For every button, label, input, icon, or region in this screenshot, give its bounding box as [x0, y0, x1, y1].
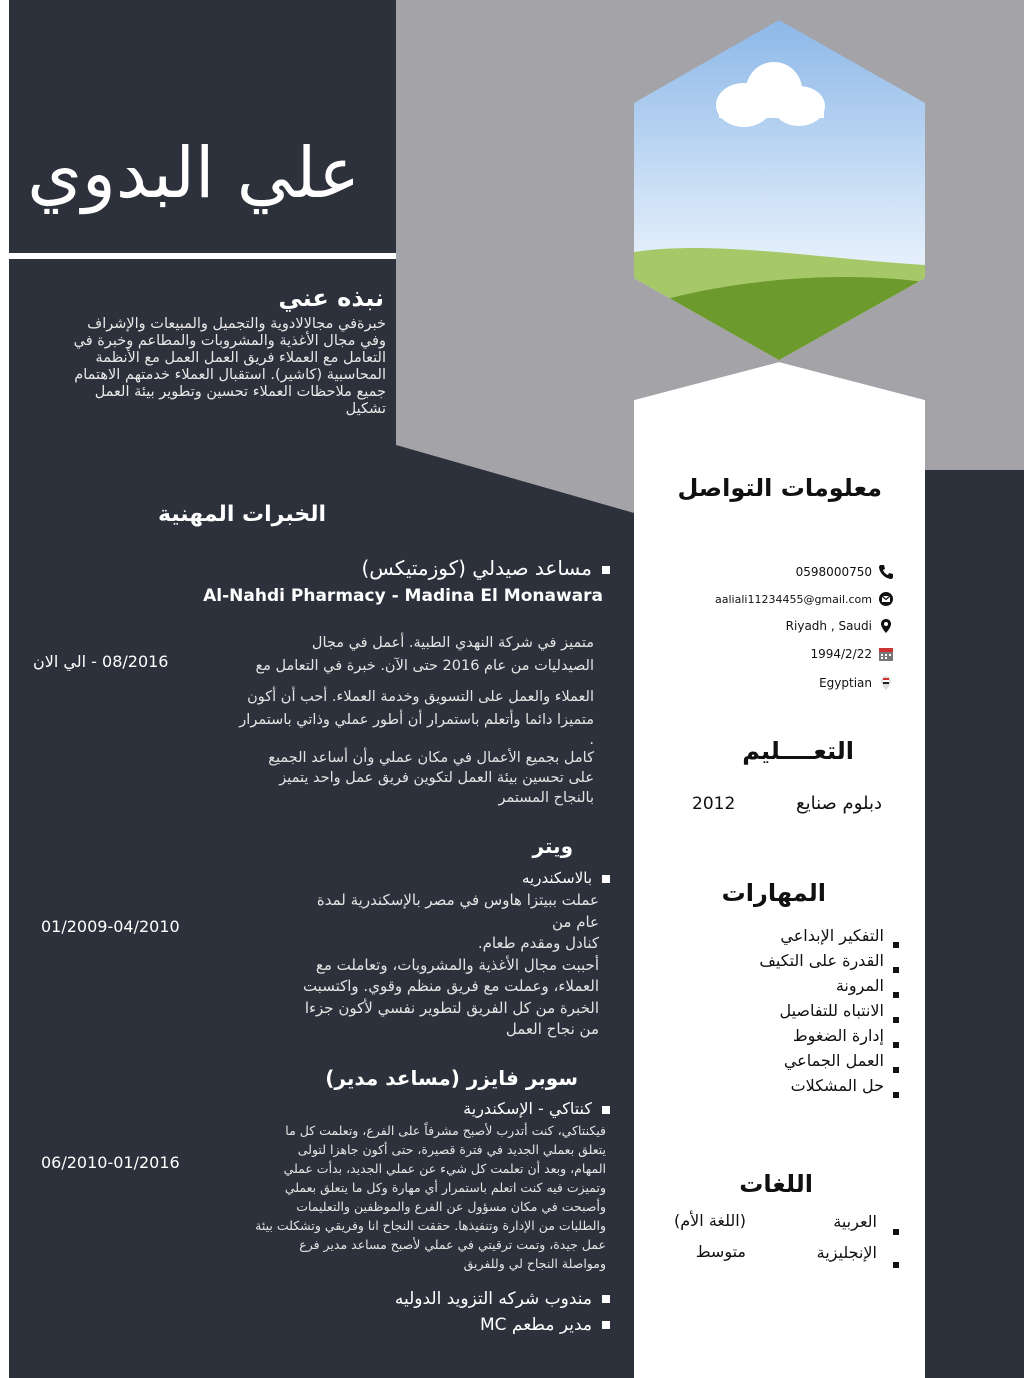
skill-bullet	[893, 967, 899, 973]
language-bullet	[893, 1229, 899, 1235]
desc-line: عملت ببيتزا هاوس في مصر بالإسكندرية لمدة	[316, 891, 599, 909]
job1-title	[361, 556, 610, 580]
language-name: الإنجليزية	[816, 1243, 877, 1262]
skill-bullet	[893, 942, 899, 948]
email-text: aaliali11234455@gmail.com	[715, 592, 872, 606]
contact-birthdate	[810, 646, 894, 662]
desc-line: المهام، وبعد أن تعلمت كل شيء عن عملي الجديد، بدأت عملي	[283, 1161, 606, 1176]
skill-item: حل المشكلات	[790, 1076, 884, 1095]
experience-title: الخبرات المهنية	[157, 502, 326, 527]
job2-description	[199, 890, 599, 1041]
job2-title: ويتر	[532, 834, 573, 858]
desc-line: يتعلق بعملي الجديد في فترة قصيرة، حتى أكون جاهزا لتولى	[297, 1142, 606, 1157]
skill-bullet	[893, 1017, 899, 1023]
education-year: 2012	[692, 794, 736, 814]
language-level: (اللغة الأم)	[674, 1211, 746, 1230]
profile-photo-placeholder	[634, 20, 925, 360]
job3-location	[463, 1099, 610, 1118]
desc-line: الصيدليات من عام 2016 حتى الآن. خبرة في التعامل مع	[255, 658, 594, 674]
desc-line: بالنجاح المستمر	[498, 790, 594, 806]
flag-pin-icon	[878, 675, 894, 691]
skill-bullet	[893, 1092, 899, 1098]
skill-item: إدارة الضغوط	[792, 1026, 884, 1045]
extra-role-1	[395, 1289, 610, 1309]
extra-role-text: مدير مطعم MC	[479, 1315, 592, 1335]
desc-line: الخبرة من كل الفريق لتطوير نفسي لأكون جزءا	[304, 998, 599, 1017]
job3-date: 06/2010-01/2016	[41, 1153, 180, 1172]
email-icon	[878, 591, 894, 607]
skill-bullet	[893, 1067, 899, 1073]
skills-title: المهارات	[721, 879, 826, 907]
skill-item: التفكير الإبداعي	[780, 926, 884, 945]
job3-description	[166, 1121, 606, 1273]
job2-date: 01/2009-04/2010	[41, 917, 180, 936]
skill-item: الانتباه للتفاصيل	[779, 1001, 884, 1020]
contact-email	[715, 591, 894, 607]
bullet	[602, 875, 610, 883]
person-name: علي البدوي	[27, 132, 360, 214]
skill-bullet	[893, 1042, 899, 1048]
desc-line: كنادل ومقدم طعام.	[477, 934, 599, 952]
desc-line: .	[589, 732, 594, 748]
about-title: نبذه عني	[278, 284, 384, 312]
phone-text: 0598000750	[795, 565, 872, 579]
about-text	[16, 316, 386, 418]
phone-icon	[878, 564, 894, 580]
location-pin-icon	[878, 618, 894, 634]
desc-line: من نجاح العمل	[505, 1020, 599, 1038]
desc-line: العملاء، وعملت مع فريق منظم وقوي. واكتسبت	[302, 977, 599, 995]
language-bullet	[893, 1262, 899, 1268]
languages-title: اللغات	[739, 1170, 813, 1198]
desc-line: متميزا دائما وأتعلم باستمرار أن أطور عملي وذاتي باستمرار	[239, 712, 594, 728]
bullet	[602, 1295, 610, 1303]
job3-location-text: كنتاكي - الإسكندرية	[463, 1099, 592, 1118]
desc-line: عمل جيدة، وتمت ترقيتي في عملي لأصبح مساعد مدير فرع	[299, 1237, 606, 1252]
contact-nationality	[819, 675, 894, 691]
bullet	[602, 566, 610, 574]
language-level: متوسط	[695, 1242, 746, 1261]
nationality-text: Egyptian	[819, 676, 872, 690]
job2-location-text: بالاسكندريه	[521, 869, 592, 887]
extra-role-2	[480, 1315, 610, 1335]
desc-line: وتميزت فيه كنت اتعلم باستمرار أي مهارة وكل ما يتعلق بعملي	[284, 1180, 606, 1195]
skill-item: العمل الجماعي	[783, 1051, 884, 1070]
name-divider	[9, 253, 396, 259]
location-text: Riyadh , Saudi	[785, 619, 872, 633]
desc-line: العملاء والعمل على التسويق وخدمة العملاء. أحب أن أكون	[247, 689, 594, 705]
education-title: التعــــليم	[742, 737, 854, 765]
about-line: جميع ملاحظات العملاء تحسين وتطوير بيئة العمل	[94, 384, 386, 400]
desc-line: وأصبحت في مكان مسؤول عن الفرع والموظفين والتعليمات	[296, 1199, 606, 1214]
skill-item: المرونة	[835, 976, 884, 995]
desc-line: ومواصلة النجاح لي وللفريق	[463, 1256, 606, 1271]
calendar-icon	[878, 646, 894, 662]
desc-line: عام من	[551, 912, 599, 931]
contact-title: معلومات التواصل	[677, 474, 882, 502]
desc-line: كامل بجميع الأعمال في مكان عملي وأن أساعد الجميع	[268, 750, 594, 766]
about-line: التعامل مع العملاء فريق العمل العمل مع الأنظمة	[95, 350, 386, 366]
desc-line: فيكنتاكي، كنت أتدرب لأصبح مشرفاً على الفرع، وتعلمت كل ما	[285, 1123, 606, 1138]
language-name: العربية	[833, 1212, 877, 1231]
contact-location	[786, 618, 894, 634]
about-line: المحاسبية (كاشير). استقبال العملاء خدمتهم الاهتمام	[74, 367, 386, 383]
job1-company: Al-Nahdi Pharmacy - Madina El Monawara	[203, 586, 603, 606]
birthdate-text: 1994/2/22	[810, 647, 872, 661]
skill-bullet	[893, 992, 899, 998]
desc-line: والطلبات من الإدارة وتنفيذها. حققت النجاح انا وفريقي وتشكلت بيئة	[255, 1218, 606, 1233]
job1-date: 08/2016 - الي الان	[33, 652, 169, 671]
job1-description	[194, 632, 594, 808]
job1-title-text: مساعد صيدلي (كوزمتيكس)	[361, 556, 592, 580]
bullet	[602, 1321, 610, 1329]
about-line: تشكيل	[345, 401, 386, 417]
extra-role-text: مندوب شركه التزويد الدوليه	[394, 1289, 592, 1309]
skill-item: القدرة على التكيف	[759, 951, 884, 970]
job3-title: سوبر فايزر (مساعد مدير)	[325, 1066, 578, 1090]
desc-line: أحببت مجال الأغذية والمشروبات، وتعاملت مع	[315, 955, 599, 974]
contact-phone	[796, 564, 894, 580]
about-line: وفي مجال الأغذية والمشروبات والمطاعم وخبرة في	[73, 333, 386, 349]
education-degree: دبلوم صنايع	[796, 793, 882, 814]
desc-line: متميز في شركة النهدي الطبية. أعمل في مجال	[311, 635, 594, 651]
job2-location	[522, 869, 610, 887]
bullet	[602, 1106, 610, 1114]
desc-line: على تحسين بيئة العمل لتكوين فريق عمل واحد يتميز	[279, 770, 594, 786]
about-line: خبرةفي مجالالادوية والتجميل والمبيعات والإشراف	[87, 316, 386, 332]
